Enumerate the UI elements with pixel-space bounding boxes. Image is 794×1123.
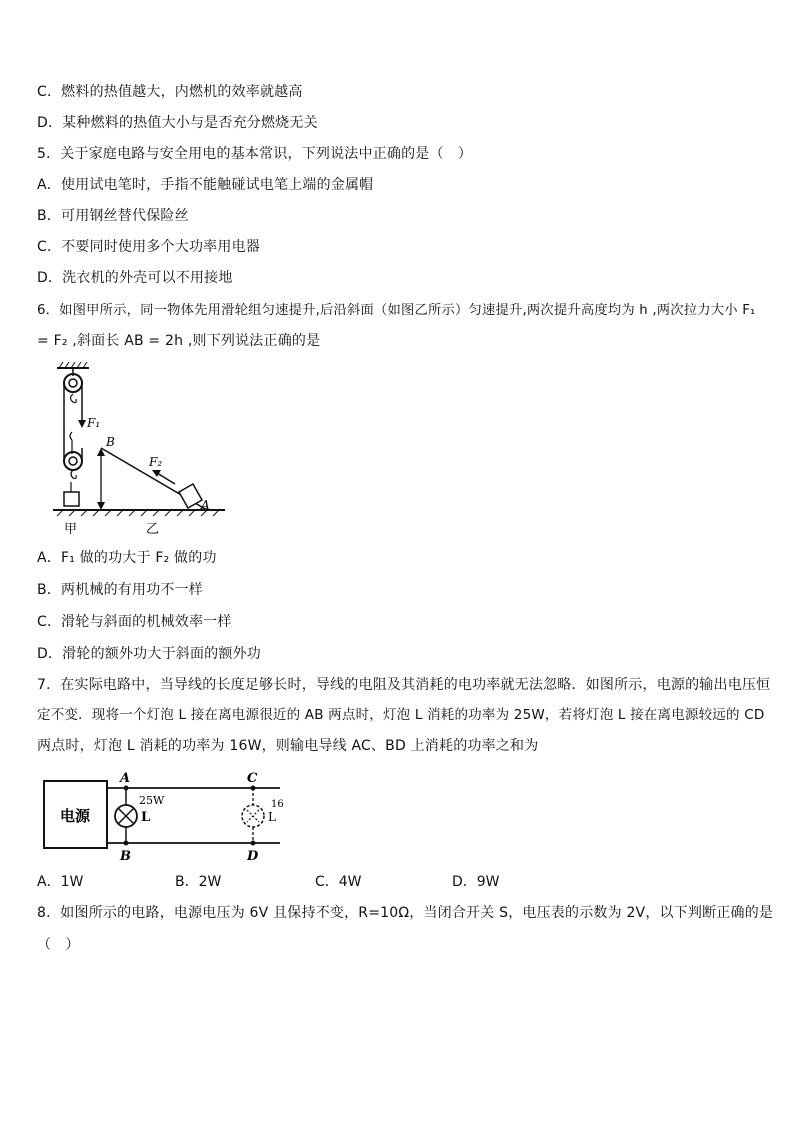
- q7-stem-line-2: 定不变．现将一个灯泡 L 接在离电源很近的 AB 两点时，灯泡 L 消耗的功率为 25W，若将灯泡 L 接在离电源较远的 CD: [37, 707, 765, 723]
- q7-circuit-figure: [40, 767, 290, 865]
- note-16: 16: [271, 799, 284, 810]
- q4-option-d: D．某种燃料的热值大小与是否充分燃烧无关: [37, 115, 318, 131]
- q4-option-c: C．燃料的热值越大，内燃机的效率就越高: [37, 84, 303, 100]
- q5-stem: 5．关于家庭电路与安全用电的基本常识，下列说法中正确的是（ ）: [37, 146, 473, 162]
- label-a: A: [201, 498, 210, 512]
- node-c: C: [247, 771, 258, 786]
- node-a: A: [120, 771, 131, 786]
- label-yi: 乙: [146, 522, 160, 537]
- q6-figure: [45, 360, 235, 538]
- q7-circuit-svg: [40, 767, 290, 865]
- ceiling-hatch: [57, 362, 89, 368]
- q6-option-c: C．滑轮与斜面的机械效率一样: [37, 614, 232, 630]
- q6-stem-line-2: = F₂ ,斜面长 AB = 2h ,则下列说法正确的是: [37, 333, 321, 349]
- q8-stem-line-1: 8．如图所示的电路，电源电压为 6V 且保持不变，R=10Ω，当闭合开关 S，电压表的示数为 2V，以下判断正确的是: [37, 905, 774, 921]
- power-source-label: 电源: [59, 807, 91, 825]
- label-jia: 甲: [64, 522, 78, 537]
- q5-option-b: B．可用钢丝替代保险丝: [37, 208, 189, 224]
- q6-option-b: B．两机械的有用功不一样: [37, 582, 204, 598]
- q7-option-c: C．4W: [315, 874, 362, 890]
- q7-option-b: B．2W: [175, 874, 222, 890]
- node-d: D: [247, 849, 259, 864]
- q5-option-a: A．使用试电笔时，手指不能触碰试电笔上端的金属帽: [37, 177, 374, 193]
- label-f2: F₂: [149, 455, 163, 469]
- q6-stem-line-1: 6．如图甲所示，同一物体先用滑轮组匀速提升,后沿斜面（如图乙所示）匀速提升,两次提升高度均为 h ,两次拉力大小 F₁: [37, 303, 756, 318]
- block-jia: [64, 492, 79, 506]
- q5-option-d: D．洗衣机的外壳可以不用接地: [37, 270, 233, 286]
- q7-options: [37, 872, 761, 892]
- label-b: B: [106, 435, 115, 449]
- q7-stem-line-1: 7．在实际电路中，当导线的长度足够长时，导线的电阻及其消耗的电功率就无法忽略．如图所示，电源的输出电压恒: [37, 677, 771, 693]
- f2-arrow: [152, 470, 161, 477]
- q6-figure-svg: [45, 360, 235, 538]
- movable-pulley: [64, 452, 82, 470]
- q8-stem-line-2: （ ）: [37, 937, 80, 953]
- note-25w: 25W: [139, 794, 165, 807]
- q6-option-a: A．F₁ 做的功大于 F₂ 做的功: [37, 550, 217, 566]
- q7-option-a: A．1W: [37, 874, 84, 890]
- fixed-pulley: [64, 374, 82, 392]
- q7-option-d: D．9W: [452, 874, 500, 890]
- lamp-ab-label: L: [141, 810, 151, 825]
- ground-hatch: [53, 510, 225, 516]
- q7-stem-line-3: 两点时，灯泡 L 消耗的功率为 16W，则输电导线 AC、BD 上消耗的功率之和为: [37, 738, 539, 754]
- q5-option-c: C．不要同时使用多个大功率用电器: [37, 239, 260, 255]
- lamp-cd-label: L: [268, 810, 276, 824]
- node-b: B: [120, 849, 131, 864]
- label-f1: F₁: [87, 416, 101, 430]
- q6-option-d: D．滑轮的额外功大于斜面的额外功: [37, 646, 261, 662]
- f1-arrow: [78, 420, 86, 428]
